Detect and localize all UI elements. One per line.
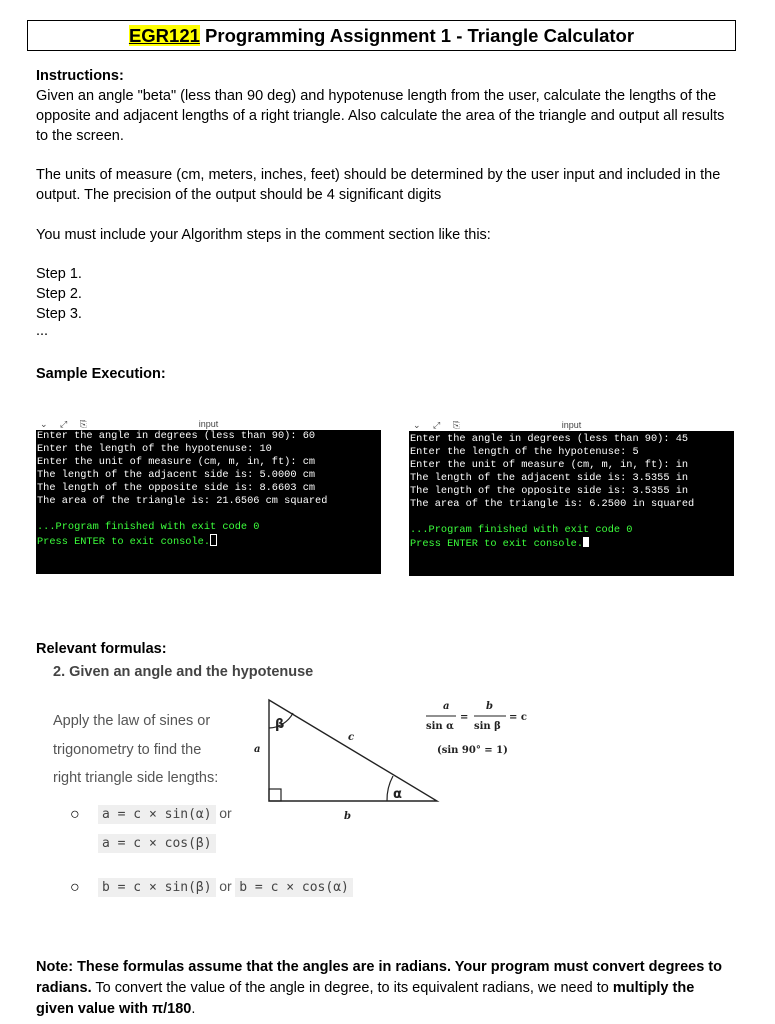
- console-finish-line: ...Program finished with exit code 0: [410, 524, 633, 536]
- law-numerator-b: b: [486, 701, 493, 712]
- instructions-heading: Instructions:: [36, 68, 124, 84]
- course-code: EGR121: [128, 25, 200, 46]
- formula-b-sin-beta: b = c × sin(β): [98, 878, 216, 897]
- console-finish-line: ...Program finished with exit code 0: [37, 521, 260, 533]
- side-b-label: b: [344, 811, 351, 822]
- note-normal: To convert the value of the angle in degree, to its equivalent radians, we need to: [91, 980, 613, 996]
- toolbar-icons[interactable]: ⌄ ⤢ ⎘: [413, 420, 465, 430]
- console-toolbar: [409, 419, 734, 431]
- law-denominator-sin-alpha: sin α: [426, 721, 454, 732]
- formula-bullet: ○: [70, 806, 80, 823]
- intro-line: Apply the law of sines or: [53, 713, 211, 729]
- console-line: The length of the adjacent side is: 3.5355 in: [410, 472, 689, 484]
- law-denominator-sin-beta: sin β: [474, 721, 501, 732]
- console-line: Enter the length of the hypotenuse: 10: [37, 443, 272, 455]
- radians-note: [36, 957, 736, 1020]
- algorithm-steps: [36, 264, 736, 338]
- formula-intro: [53, 707, 218, 793]
- note-bold: Note: These formulas assume that the angles are in radians. Your program must convert degrees to radians.: [36, 959, 722, 996]
- page-title: [27, 20, 736, 51]
- title-text: Programming Assignment 1 - Triangle Calculator: [199, 25, 635, 46]
- formula-or: or: [219, 805, 232, 821]
- console-line: The length of the opposite side is: 8.6603 cm: [37, 482, 316, 494]
- step-line: Step 1.: [36, 266, 82, 282]
- law-of-sines: [422, 695, 552, 761]
- console-line: Enter the unit of measure (cm, m, in, ft): cm: [37, 456, 316, 468]
- law-note: (sin 90° = 1): [437, 745, 508, 756]
- console-input-label: input: [198, 419, 219, 429]
- console-line: The area of the triangle is: 6.2500 in squared: [410, 498, 695, 510]
- side-c-label: c: [348, 732, 355, 743]
- console-cursor: [583, 537, 589, 547]
- formula-line-a2: [98, 835, 216, 851]
- formulas-subheading: 2. Given an angle and the hypotenuse: [53, 664, 314, 680]
- console-output-2: [409, 419, 734, 576]
- formula-or: or: [219, 878, 232, 894]
- note-end: .: [191, 1001, 196, 1017]
- console-toolbar: [36, 418, 381, 430]
- console-line: The length of the adjacent side is: 5.0000 cm: [37, 469, 316, 481]
- console-cursor: [210, 534, 217, 546]
- right-triangle-diagram: [245, 688, 445, 822]
- step-line: Step 3.: [36, 306, 82, 322]
- step-line: Step 2.: [36, 286, 82, 302]
- formulas-heading: Relevant formulas:: [36, 641, 167, 657]
- console-input-label: input: [561, 420, 582, 430]
- formula-a-sin-alpha: a = c × sin(α): [98, 805, 216, 824]
- law-equals-c: = c: [509, 712, 527, 723]
- instructions-paragraph-3: You must include your Algorithm steps in the comment section like this:: [36, 227, 491, 243]
- law-equals: =: [460, 712, 469, 723]
- console-press-line: Press ENTER to exit console.: [410, 538, 584, 550]
- formula-b-cos-alpha: b = c × cos(α): [235, 878, 353, 897]
- console-press-line: Press ENTER to exit console.: [37, 536, 211, 548]
- console-output-1: [36, 418, 381, 574]
- note-bold-2: multiply the given value with π/180: [36, 980, 695, 1017]
- formula-line-a: [98, 805, 232, 822]
- instructions-paragraph-1: Given an angle "beta" (less than 90 deg) and hypotenuse length from the user, calculate the lengths of the opposite and adjacent lengths of a right triangle. Also calculate the area of the triangle and output all results to the screen.: [36, 88, 725, 144]
- formula-a-cos-beta: a = c × cos(β): [98, 834, 216, 853]
- console-line: Enter the unit of measure (cm, m, in, ft): in: [410, 459, 689, 471]
- side-a-label: a: [254, 744, 261, 755]
- right-angle-marker: [269, 789, 281, 801]
- intro-line: right triangle side lengths:: [53, 770, 219, 786]
- console-line: The area of the triangle is: 21.6506 cm squared: [37, 495, 328, 507]
- step-ellipsis: ...: [36, 323, 49, 339]
- sample-heading: Sample Execution:: [36, 366, 166, 382]
- triangle-outline: [269, 700, 437, 801]
- formula-line-b: [98, 878, 353, 895]
- intro-line: trigonometry to find the: [53, 741, 202, 758]
- formula-bullet: ○: [70, 879, 80, 896]
- console-line: Enter the angle in degrees (less than 90): 60: [37, 430, 316, 442]
- beta-label: β: [275, 717, 285, 732]
- console-line: Enter the length of the hypotenuse: 5: [410, 446, 639, 458]
- alpha-label: α: [393, 787, 402, 802]
- console-line: Enter the angle in degrees (less than 90): 45: [410, 433, 689, 445]
- toolbar-icons[interactable]: ⌄ ⤢ ⎘: [40, 419, 92, 429]
- law-numerator-a: a: [443, 701, 450, 712]
- console-line: The length of the opposite side is: 3.5355 in: [410, 485, 689, 497]
- instructions-paragraph-2: The units of measure (cm, meters, inches, feet) should be determined by the user input and included in the output. The precision of the output should be 4 significant digits: [36, 167, 721, 203]
